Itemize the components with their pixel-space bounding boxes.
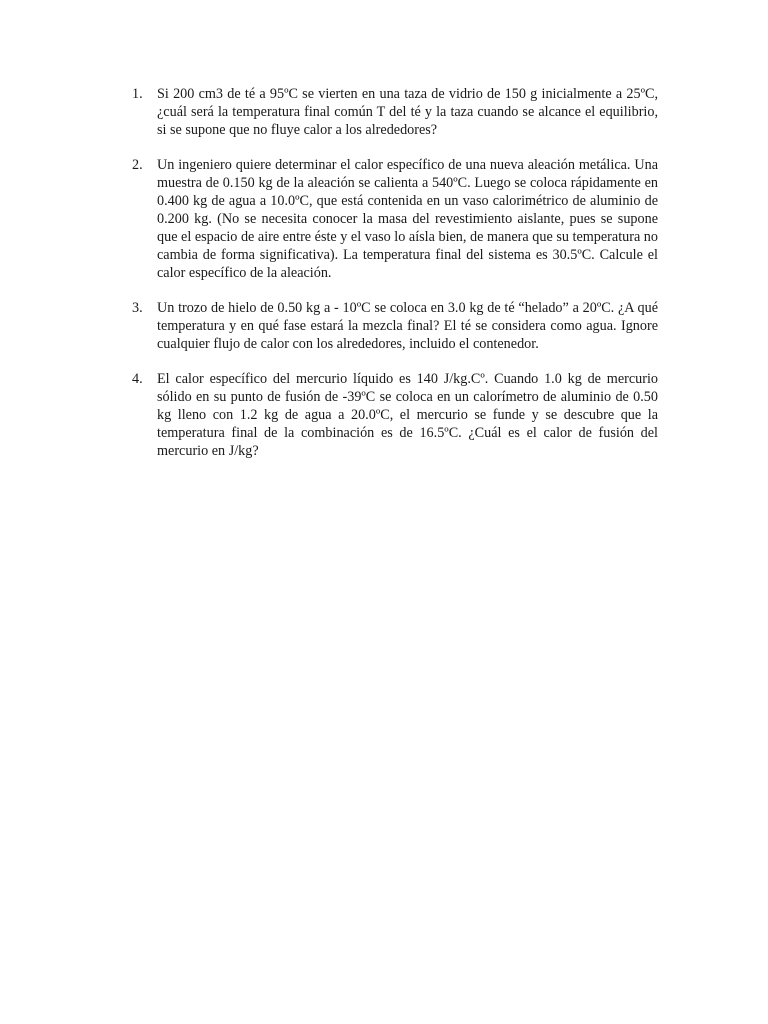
problem-number: 3. [132, 300, 143, 316]
problem-list [132, 85, 658, 477]
problem-text: El calor específico del mercurio líquido es 140 J/kg.Cº. Cuando 1.0 kg de mercurio sólido en su punto de fusión de -39ºC se coloca en un calorímetro de aluminio de 0.50 kg lleno con 1.2 kg de agua a 20.0ºC, el mercurio se funde y se descubre que la temperatura final de la combinación es de 16.5ºC. ¿Cuál es el calor de fusión del mercurio en J/kg? [157, 371, 658, 459]
problem-item [132, 85, 658, 139]
problem-number: 4. [132, 371, 143, 387]
problem-text: Un ingeniero quiere determinar el calor específico de una nueva aleación metálica. Una muestra de 0.150 kg de la aleación se calienta a 540ºC. Luego se coloca rápidamente en 0.400 kg de agua a 10.0ºC, que está contenida en un vaso calorimétrico de aluminio de 0.200 kg. (No se necesita conocer la masa del revestimiento aislante, pues se supone que el espacio de aire entre éste y el vaso lo aísla bien, de manera que su temperatura no cambia de forma significativa). La temperatura final del sistema es 30.5ºC. Calcule el calor específico de la aleación. [157, 157, 658, 281]
problem-text: Un trozo de hielo de 0.50 kg a - 10ºC se coloca en 3.0 kg de té “helado” a 20ºC. ¿A qué temperatura y en qué fase estará la mezcla final? El té se considera como agua. Ignore cualquier flujo de calor con los alrededores, incluido el contenedor. [157, 300, 658, 352]
problem-number: 2. [132, 157, 143, 173]
problem-text: Si 200 cm3 de té a 95ºC se vierten en una taza de vidrio de 150 g inicialmente a 25ºC, ¿cuál será la temperatura final común T del té y la taza cuando se alcance el equilibrio, si se supone que no fluye calor a los alrededores? [157, 86, 658, 138]
problem-item [132, 156, 658, 282]
problem-item [132, 370, 658, 460]
problem-number: 1. [132, 86, 143, 102]
problem-item [132, 299, 658, 353]
